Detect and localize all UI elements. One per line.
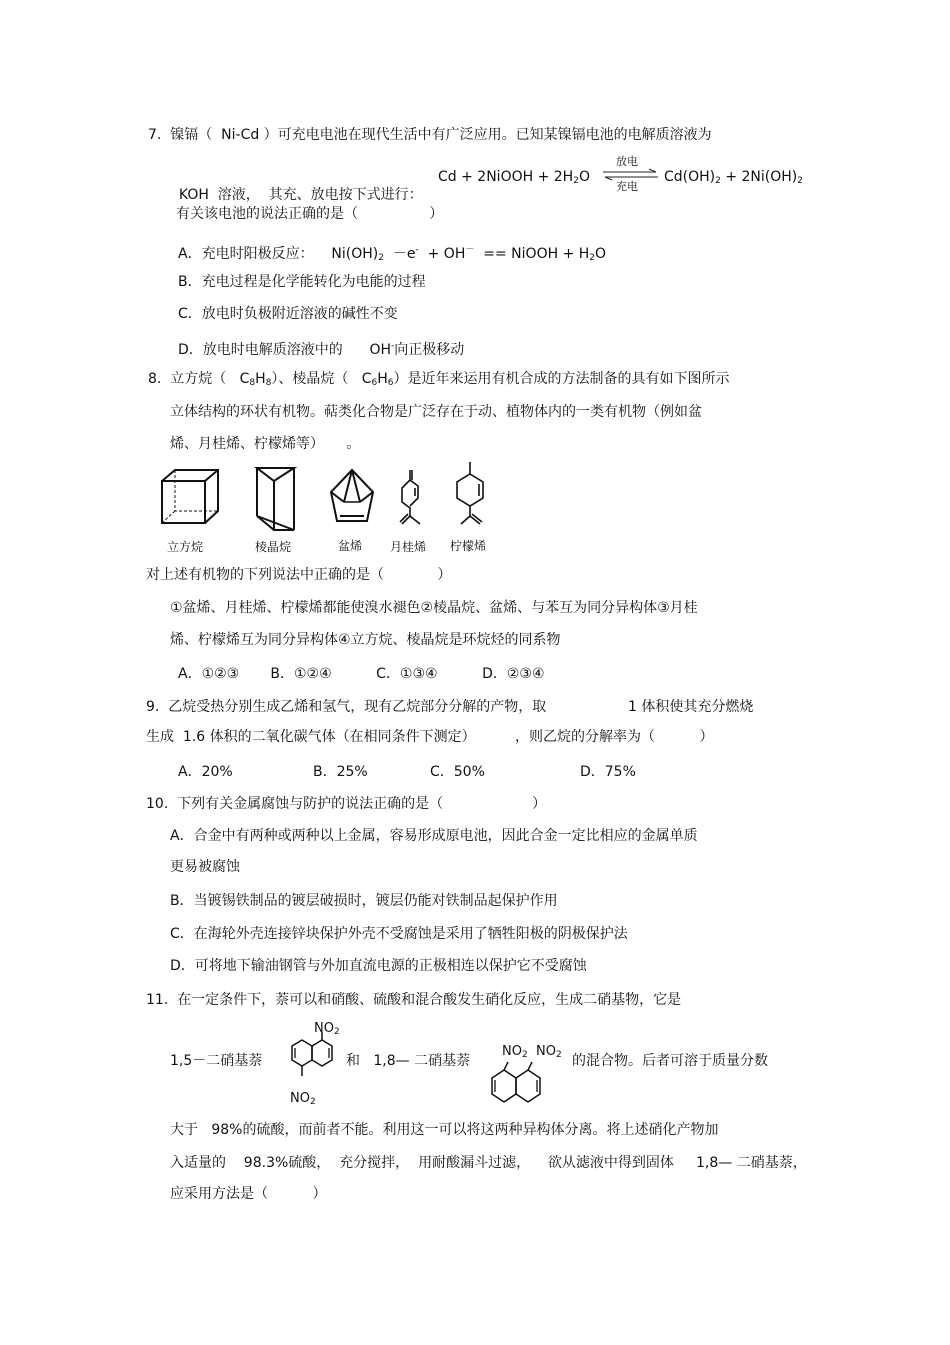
no2-label-bottom	[290, 1090, 316, 1111]
q8-l1-a: 8. 立方烷（ C	[148, 371, 250, 387]
label-limonene: 柠檬烯	[450, 539, 487, 553]
eq-right-b: + 2Ni(OH)	[720, 169, 798, 185]
q8-l1-s2: 8	[265, 378, 272, 388]
q10-option-c: C．在海轮外壳连接锌块保护外壳不受腐蚀是采用了牺牲阳极的阴极保护法	[170, 926, 628, 942]
q8-l1-s3: 6	[371, 378, 378, 388]
q8-l1-b: H	[255, 371, 266, 387]
q10-option-b: B．当镀锡铁制品的镀层破损时，镀层仍能对铁制品起保护作用	[170, 893, 558, 909]
label-myrcene: 月桂烯	[390, 540, 427, 554]
q11-line5: 应采用方法是（ ）	[170, 1186, 327, 1202]
q7-a-3: + OH	[418, 246, 466, 262]
label-prismane: 棱晶烷	[255, 540, 292, 554]
q7-d-sup: -	[391, 341, 395, 351]
no2-text: NO	[314, 1021, 334, 1036]
q9-stem-line2-b: ，则乙烷的分解率为（ ）	[515, 729, 714, 745]
q9-option-d: D．75%	[580, 764, 636, 780]
no2-text: NO	[502, 1044, 522, 1059]
eq-left-end: O	[578, 169, 590, 185]
prismane-structure-icon	[253, 464, 303, 534]
q11-mixture-text: 的混合物。后者可溶于质量分数	[572, 1053, 768, 1069]
name-1-5-dinitronaphthalene: 1,5－二硝基萘	[170, 1053, 263, 1069]
q7-a-sup2: －	[465, 245, 475, 255]
q8-question: 对上述有机物的下列说法中正确的是（ ）	[146, 567, 452, 583]
q7-equation-left	[438, 168, 590, 190]
q8-statements-line1: ①盆烯、月桂烯、柠檬烯都能使溴水褪色②棱晶烷、盆烯、与苯互为同分异构体③月桂	[170, 600, 698, 616]
benzvalene-structure-icon	[324, 466, 380, 530]
q7-a-sub1: 2	[378, 253, 384, 263]
eq-left-sub: 2	[573, 176, 579, 186]
q7-stem-line2-text: KOH 溶液， 其充、放电按下式进行：	[178, 187, 423, 203]
no2-text: NO	[536, 1044, 556, 1059]
q7-a-5: O	[595, 246, 607, 262]
q7-a-2: －e	[383, 246, 416, 262]
dinitronaphthalene-1-8-structure-icon	[488, 1060, 558, 1110]
q8-l1-s4: 6	[387, 378, 394, 388]
q11-line4-b: 1,8— 二硝基萘，	[696, 1155, 807, 1171]
q9-stem-line1-a: 9. 乙烷受热分别生成乙烯和氢气，现有乙烷部分分解的产物，取	[146, 699, 547, 715]
q10-option-d: D．可将地下输油钢管与外加直流电源的正极相连以保护它不受腐蚀	[170, 958, 587, 974]
q7-d-2: 向正极移动	[394, 342, 465, 358]
no2-sub: 2	[521, 1050, 528, 1060]
arrow-top-label: 放电	[616, 155, 638, 168]
q8-stem-line1	[148, 370, 730, 392]
limonene-structure-icon	[447, 460, 493, 530]
q7-option-c: C．放电时负极附近溶液的碱性不变	[178, 306, 398, 322]
q8-stem-line2: 立体结构的环状有机物。萜类化合物是广泛存在于动、植物体内的一类有机物（例如盆	[170, 404, 702, 420]
eq-right-a: Cd(OH)	[664, 169, 716, 185]
q7-stem-line3: 有关该电池的说法正确的是（ ）	[176, 206, 444, 222]
dinitronaphthalene-1-5-structure-icon	[282, 1034, 342, 1094]
q9-option-b: B．25%	[313, 764, 368, 780]
q11-stem: 11. 在一定条件下，萘可以和硝酸、硫酸和混合酸发生硝化反应，生成二硝基物，它是	[146, 992, 682, 1008]
q8-statements-line2: 烯、柠檬烯互为同分异构体④立方烷、棱晶烷是环烷烃的同系物	[170, 632, 561, 648]
no2-sub: 2	[333, 1027, 340, 1037]
eq-right-sub1: 2	[715, 176, 721, 186]
q8-l1-d: H	[377, 371, 388, 387]
q9-stem-line2-a: 生成 1.6 体积的二氧化碳气体（在相同条件下测定）	[146, 729, 476, 745]
q8-l1-e: ）是近年来运用有机合成的方法制备的具有如下图所示	[393, 371, 730, 387]
q8-stem-line3: 烯、月桂烯、柠檬烯等） 。	[170, 436, 361, 452]
q7-stem-line1: 7. 镍镉（ Ni-Cd ）可充电电池在现代生活中有广泛应用。已知某镍镉电池的电解质溶液为	[148, 127, 712, 143]
no2-sub: 2	[309, 1097, 316, 1107]
q7-option-a	[178, 241, 606, 267]
q7-a-1: A．充电时阳极反应： Ni(OH)	[178, 246, 379, 262]
eq-left-text: Cd + 2NiOOH + 2H	[438, 169, 574, 185]
eq-right-sub2: 2	[797, 176, 803, 186]
q7-equation-right	[664, 168, 803, 190]
q7-a-sub2: 2	[589, 253, 596, 263]
q9-stem-line1-b: 1 体积使其充分燃烧	[628, 699, 754, 715]
q8-options: A．①②③ B．①②④ C．①③④ D．②③④	[178, 666, 545, 682]
label-benzvalene: 盆烯	[338, 539, 363, 553]
no2-text: NO	[290, 1091, 310, 1106]
q8-l1-s1: 8	[249, 378, 256, 388]
cubane-structure-icon	[158, 464, 228, 534]
label-cubane: 立方烷	[167, 540, 204, 554]
and-1-8-dinitronaphthalene: 和 1,8— 二硝基萘	[346, 1053, 471, 1069]
q7-d-1: D．放电时电解质溶液中的 OH	[178, 342, 392, 358]
q9-option-a: A．20%	[178, 764, 233, 780]
q7-option-d	[178, 337, 464, 359]
q7-a-4: == NiOOH + H	[474, 246, 590, 262]
q7-stem-line2	[170, 168, 423, 204]
q11-line3: 大于 98%的硫酸，而前者不能。利用这一可以将这两种异构体分离。将上述硝化产物加	[170, 1122, 719, 1138]
q11-line4-a: 入适量的 98.3%硫酸， 充分搅拌， 用耐酸漏斗过滤， 欲从滤液中得到固体	[170, 1155, 674, 1171]
q7-option-b: B．充电过程是化学能转化为电能的过程	[178, 274, 426, 290]
q10-stem: 10. 下列有关金属腐蚀与防护的说法正确的是（ ）	[146, 796, 547, 812]
q9-option-c: C．50%	[430, 764, 485, 780]
arrow-bottom-label: 充电	[616, 180, 638, 193]
no2-sub: 2	[555, 1050, 562, 1060]
q8-l1-c: ）、棱晶烷（ C	[271, 371, 372, 387]
q10-option-a-line2: 更易被腐蚀	[170, 859, 240, 875]
myrcene-structure-icon	[394, 464, 434, 534]
q7-a-sup1: -	[415, 245, 419, 255]
q10-option-a-line1: A．合金中有两种或两种以上金属，容易形成原电池，因此合金一定比相应的金属单质	[170, 828, 698, 844]
